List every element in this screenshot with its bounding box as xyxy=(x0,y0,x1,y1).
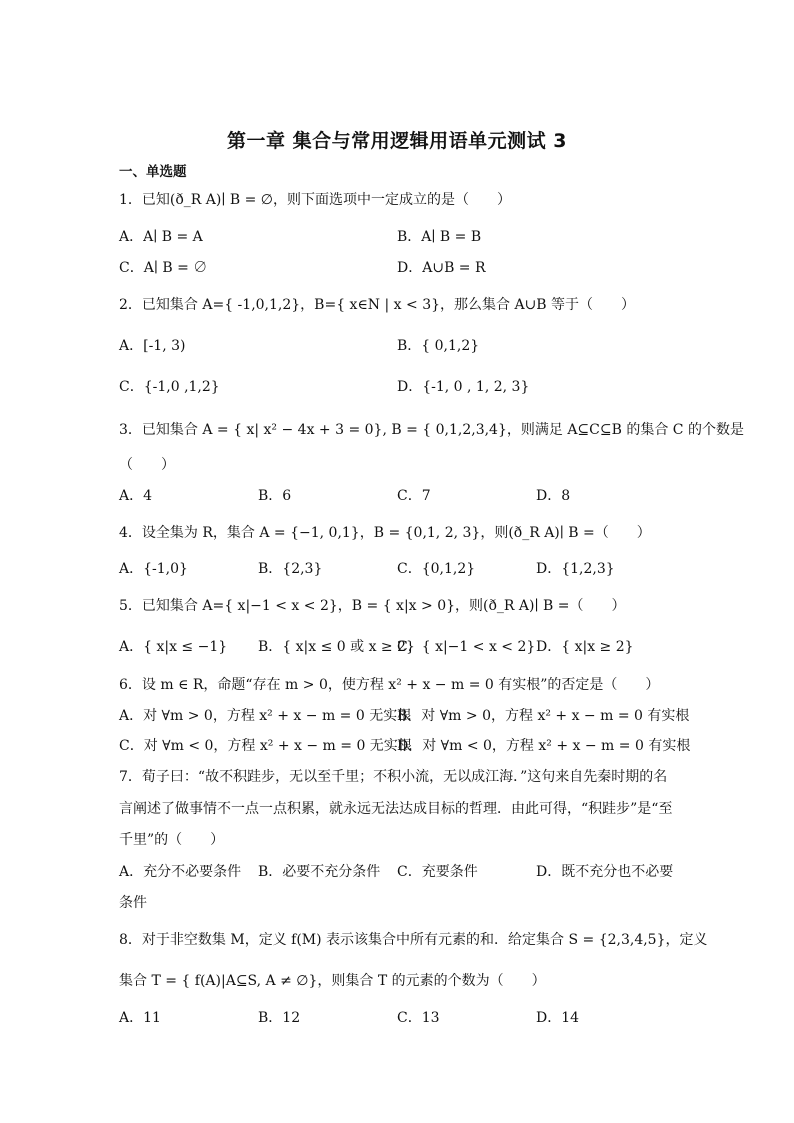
q8-option-c: C．13 xyxy=(397,1010,440,1026)
question-1-stem: 1．已知(ð_R A)∣ B = ∅，则下面选项中一定成立的是（ ） xyxy=(119,192,511,208)
question-8-stem-line-1: 8．对于非空数集 M，定义 f(M) 表示该集合中所有元素的和．给定集合 S = {2,3,4,5}，定义 xyxy=(119,932,708,948)
q7-option-b: B．必要不充分条件 xyxy=(258,864,381,880)
question-8-stem-line-2: 集合 T = { f(A)|A⊆S, A ≠ ∅}，则集合 T 的元素的个数为（ ） xyxy=(119,973,546,989)
question-3-stem-line-1: 3．已知集合 A = { x| x² − 4x + 3 = 0}, B = { 0,1,2,3,4}，则满足 A⊆C⊆B 的集合 C 的个数是 xyxy=(119,422,744,438)
q4-option-a: A．{-1,0} xyxy=(119,561,188,577)
q6-option-c: C．对 ∀m < 0，方程 x² + x − m = 0 无实根 xyxy=(119,738,412,754)
section-heading: 一、单选题 xyxy=(119,164,187,180)
q4-option-b: B．{2,3} xyxy=(258,561,323,577)
question-4-stem: 4．设全集为 R，集合 A = {−1, 0,1}，B = {0,1, 2, 3}，则(ð_R A)∣ B =（ ） xyxy=(119,525,651,541)
q5-option-d: D．{ x|x ≥ 2} xyxy=(536,639,634,655)
q3-option-b: B．6 xyxy=(258,488,292,504)
q7-option-a: A．充分不必要条件 xyxy=(119,864,242,880)
question-6-stem: 6．设 m ∈ R，命题“存在 m > 0，使方程 x² + x − m = 0 有实根”的否定是（ ） xyxy=(119,677,660,693)
question-7-stem-line-2: 言阐述了做事情不一点一点积累，就永远无法达成目标的哲理．由此可得，“积跬步”是“至 xyxy=(119,801,673,817)
q3-option-d: D．8 xyxy=(536,488,571,504)
q2-option-b: B．{ 0,1,2} xyxy=(397,338,480,354)
q2-option-c: C．{-1,0 ,1,2} xyxy=(119,379,220,395)
q7-option-d: D．既不充分也不必要 xyxy=(536,864,674,880)
q5-option-b: B．{ x|x ≤ 0 或 x ≥ 2} xyxy=(258,639,415,655)
q7-option-d-continued: 条件 xyxy=(119,895,147,911)
q1-option-c: C．A∣ B = ∅ xyxy=(119,260,208,276)
page-title: 第一章 集合与常用逻辑用语单元测试 3 xyxy=(227,130,567,152)
q8-option-b: B．12 xyxy=(258,1010,301,1026)
question-2-stem: 2．已知集合 A={ -1,0,1,2}，B={ x∈N | x < 3}，那么集合 A∪B 等于（ ） xyxy=(119,297,636,313)
q5-option-c: C．{ x|−1 < x < 2} xyxy=(397,639,536,655)
q8-option-d: D．14 xyxy=(536,1010,580,1026)
q6-option-d: D．对 ∀m < 0，方程 x² + x − m = 0 有实根 xyxy=(397,738,691,754)
q2-option-d: D．{-1, 0 , 1, 2, 3} xyxy=(397,379,530,395)
q7-option-c: C．充要条件 xyxy=(397,864,478,880)
question-7-stem-line-3: 千里”的（ ） xyxy=(119,832,225,848)
q4-option-d: D．{1,2,3} xyxy=(536,561,615,577)
q2-option-a: A．[-1, 3) xyxy=(119,338,186,354)
q1-option-a: A．A∣ B = A xyxy=(119,229,203,245)
question-3-stem-line-2: （ ） xyxy=(119,457,175,473)
q5-option-a: A．{ x|x ≤ −1} xyxy=(119,639,228,655)
q1-option-d: D．A∪B = R xyxy=(397,260,486,276)
q1-option-b: B．A∣ B = B xyxy=(397,229,482,245)
q3-option-a: A．4 xyxy=(119,488,153,504)
question-7-stem-line-1: 7．荀子曰：“故不积跬步，无以至千里；不积小流，无以成江海．”这句来自先秦时期的名 xyxy=(119,769,668,785)
q3-option-c: C．7 xyxy=(397,488,431,504)
question-5-stem: 5．已知集合 A={ x|−1 < x < 2}，B = { x|x > 0}，则(ð_R A)∣ B =（ ） xyxy=(119,598,626,614)
q6-option-b: B．对 ∀m > 0，方程 x² + x − m = 0 有实根 xyxy=(397,708,690,724)
q8-option-a: A．11 xyxy=(119,1010,161,1026)
q6-option-a: A．对 ∀m > 0，方程 x² + x − m = 0 无实根 xyxy=(119,708,412,724)
q4-option-c: C．{0,1,2} xyxy=(397,561,476,577)
